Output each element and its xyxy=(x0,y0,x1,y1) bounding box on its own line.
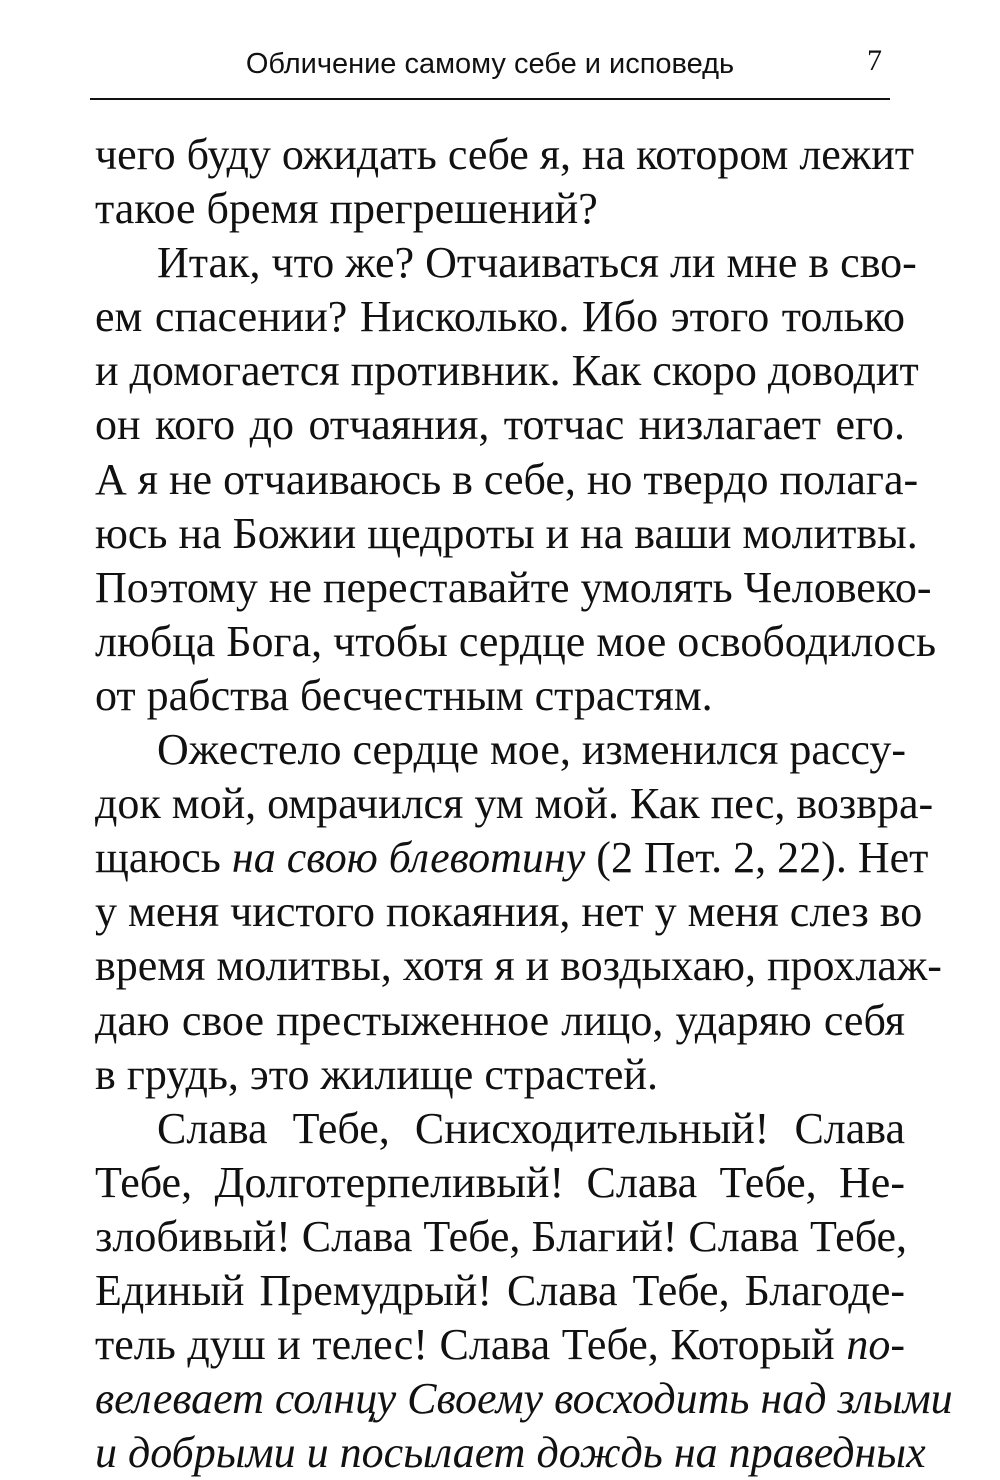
italic-quote: и добрыми и посылает дождь на праведных xyxy=(95,1428,926,1478)
text-line-with-italic xyxy=(95,831,929,885)
text-line: злобивый! Слава Тебе, Благий! Слава Тебе, xyxy=(95,1211,908,1261)
text-line: даю свое престыженное лицо, ударяю себя xyxy=(95,995,905,1045)
text-run: тель душ и телес! Слава Тебе, Который xyxy=(95,1320,847,1370)
text-line: в грудь, это жилище страстей. xyxy=(95,1049,658,1099)
text-line: время молитвы, хотя я и воздыхаю, прохлаж- xyxy=(95,941,942,991)
running-title: Обличение самому себе и исповедь xyxy=(245,48,735,80)
text-line: он кого до отчаяния, тотчас низлагает его. xyxy=(95,400,905,450)
text-line: от рабства бесчестным страстям. xyxy=(95,670,713,720)
text-run: щаюсь xyxy=(95,833,232,883)
text-line: и домогается противник. Как скоро доводит xyxy=(95,346,919,396)
text-line-with-italic xyxy=(95,1318,905,1372)
text-line: чего буду ожидать себе я, на котором лежит xyxy=(95,130,914,179)
text-line: юсь на Божии щедроты и на ваши молитвы. xyxy=(95,508,918,558)
italic-quote: велевает солнцу Своему восходить над злыми xyxy=(95,1374,953,1424)
text-line: док мой, омрачился ум мой. Как пес, возвра- xyxy=(95,779,934,829)
text-line: ем спасении? Нисколько. Ибо этого только xyxy=(95,292,905,342)
page-number: 7 xyxy=(867,44,882,77)
text-line: А я не отчаиваюсь в себе, но твердо полага- xyxy=(95,454,919,504)
italic-text-line xyxy=(95,1372,953,1426)
scripture-reference: (2 Пет. 2, 22). Нет xyxy=(585,833,929,883)
body-text xyxy=(95,128,953,1480)
text-line: Слава Тебе, Снисходительный! Слава xyxy=(157,1103,905,1153)
italic-quote: по- xyxy=(846,1320,905,1370)
text-line: Поэтому не переставайте умолять Человеко- xyxy=(95,562,932,612)
text-line: Тебе, Долготерпеливый! Слава Тебе, Не- xyxy=(95,1157,905,1207)
text-line: Ожестело сердце мое, изменился рассу- xyxy=(157,725,907,775)
text-line: Единый Премудрый! Слава Тебе, Благоде- xyxy=(95,1265,905,1315)
italic-quote: на свою блевотину xyxy=(231,833,586,883)
text-line: Итак, что же? Отчаиваться ли мне в сво- xyxy=(157,238,917,288)
header-rule xyxy=(90,98,890,100)
text-line: такое бремя прегрешений? xyxy=(95,184,598,234)
running-head xyxy=(90,40,890,90)
text-line: у меня чистого покаяния, нет у меня слез во xyxy=(95,887,923,937)
text-line: любца Бога, чтобы сердце мое освободилось xyxy=(95,616,937,666)
italic-text-line xyxy=(95,1426,926,1480)
